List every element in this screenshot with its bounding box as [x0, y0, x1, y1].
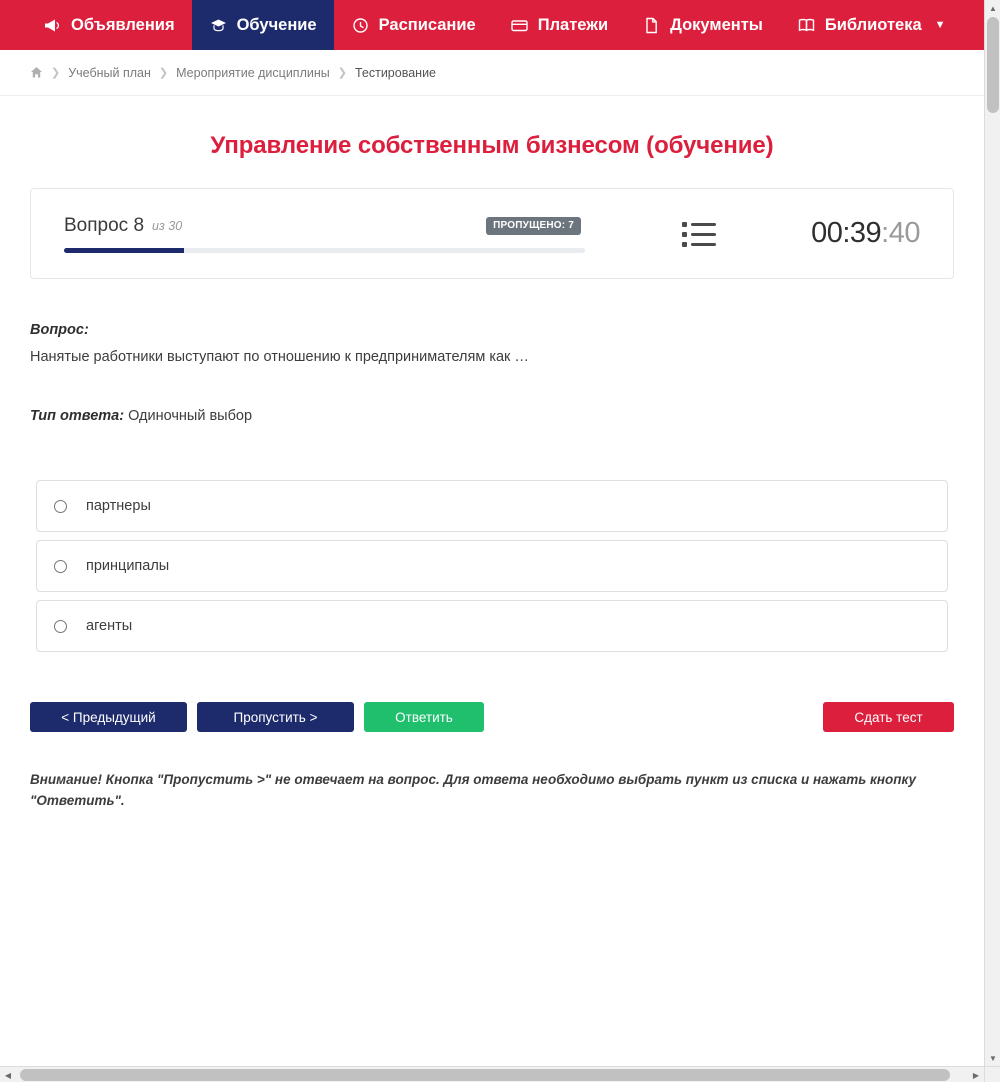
answer-radio-2[interactable] [54, 560, 67, 573]
document-icon [642, 16, 661, 35]
nav-label: Документы [670, 15, 763, 34]
nav-item-payments[interactable] [493, 0, 625, 50]
answer-option-label[interactable]: агенты [86, 618, 133, 634]
breadcrumb [0, 50, 984, 96]
scroll-up-arrow-icon[interactable]: ▲ [985, 0, 1000, 16]
nav-item-documents[interactable] [625, 0, 780, 50]
breadcrumb-separator: ❯ [158, 67, 169, 79]
skip-question-button[interactable]: Пропустить > [197, 702, 354, 732]
scroll-right-arrow-icon[interactable]: ▶ [972, 1070, 980, 1080]
action-buttons [30, 702, 954, 732]
instruction-note: Внимание! Кнопка "Пропустить >" не отвечает на вопрос. Для ответа необходимо выбрать пункт из списка и нажать кнопку "Ответить". [30, 772, 917, 808]
nav-label: Обучение [236, 15, 317, 34]
book-icon [797, 16, 816, 35]
answer-radio-1[interactable] [54, 500, 67, 513]
timer-minutes: 00:39 [811, 217, 882, 249]
clock-icon [351, 16, 370, 35]
horizontal-scrollbar[interactable] [0, 1066, 1000, 1082]
breadcrumb-item-testing: Тестирование [354, 65, 437, 80]
breadcrumb-item-curriculum[interactable]: Учебный план [68, 65, 151, 80]
horizontal-scrollbar-thumb[interactable] [20, 1069, 950, 1081]
page-title: Управление собственным бизнесом (обучение) [210, 132, 774, 159]
question-list-icon[interactable] [682, 220, 716, 248]
answer-option-2[interactable] [36, 540, 948, 592]
scroll-left-arrow-icon[interactable]: ◀ [4, 1070, 12, 1080]
question-label: Вопрос: [30, 322, 89, 338]
question-progress-bar [64, 248, 585, 253]
breadcrumb-separator: ❯ [51, 67, 61, 79]
previous-question-button[interactable]: < Предыдущий [30, 702, 187, 732]
question-total: из 30 [152, 218, 183, 233]
nav-item-announcements[interactable] [26, 0, 192, 50]
chevron-down-icon[interactable]: ▼ [934, 18, 946, 31]
answer-option-1[interactable] [36, 480, 948, 532]
answer-radio-3[interactable] [54, 620, 67, 633]
breadcrumb-separator: ❯ [337, 67, 347, 79]
question-progress-area [31, 215, 587, 253]
submit-test-button[interactable]: Сдать тест [823, 702, 954, 732]
nav-label: Платежи [537, 15, 609, 34]
nav-label: Расписание [378, 15, 476, 34]
credit-card-icon [510, 16, 529, 35]
status-badge-skipped: ПРОПУЩЕНО: 7 [486, 217, 581, 235]
answer-option-label[interactable]: принципалы [86, 558, 170, 574]
graduation-cap-icon [209, 16, 228, 35]
vertical-scrollbar[interactable] [984, 0, 1000, 1066]
question-number: Вопрос 8 [64, 214, 145, 236]
answer-button[interactable]: Ответить [364, 702, 484, 732]
answer-type-row [30, 408, 954, 424]
nav-item-schedule[interactable] [334, 0, 493, 50]
scroll-down-arrow-icon[interactable]: ▼ [985, 1050, 1000, 1066]
vertical-scrollbar-thumb[interactable] [987, 17, 999, 113]
question-status-card [30, 188, 954, 279]
nav-item-library[interactable] [780, 0, 963, 50]
home-icon[interactable] [30, 66, 43, 79]
timer [811, 217, 953, 250]
megaphone-icon [43, 16, 62, 35]
answer-options [36, 480, 948, 652]
question-text: Нанятые работники выступают по отношению к предпринимателям как … [30, 349, 529, 365]
timer-seconds: :40 [881, 217, 920, 249]
main-navigation [0, 0, 984, 50]
nav-item-training[interactable] [192, 0, 334, 50]
answer-type-value: Одиночный выбор [128, 408, 253, 424]
nav-label: Библиотека [824, 15, 922, 34]
answer-option-label[interactable]: партнеры [86, 498, 151, 514]
scrollbar-corner [984, 1066, 1000, 1082]
breadcrumb-item-discipline-event[interactable]: Мероприятие дисциплины [176, 65, 330, 80]
answer-option-3[interactable] [36, 600, 948, 652]
nav-label: Объявления [71, 15, 175, 34]
answer-type-label: Тип ответа: [30, 408, 125, 424]
